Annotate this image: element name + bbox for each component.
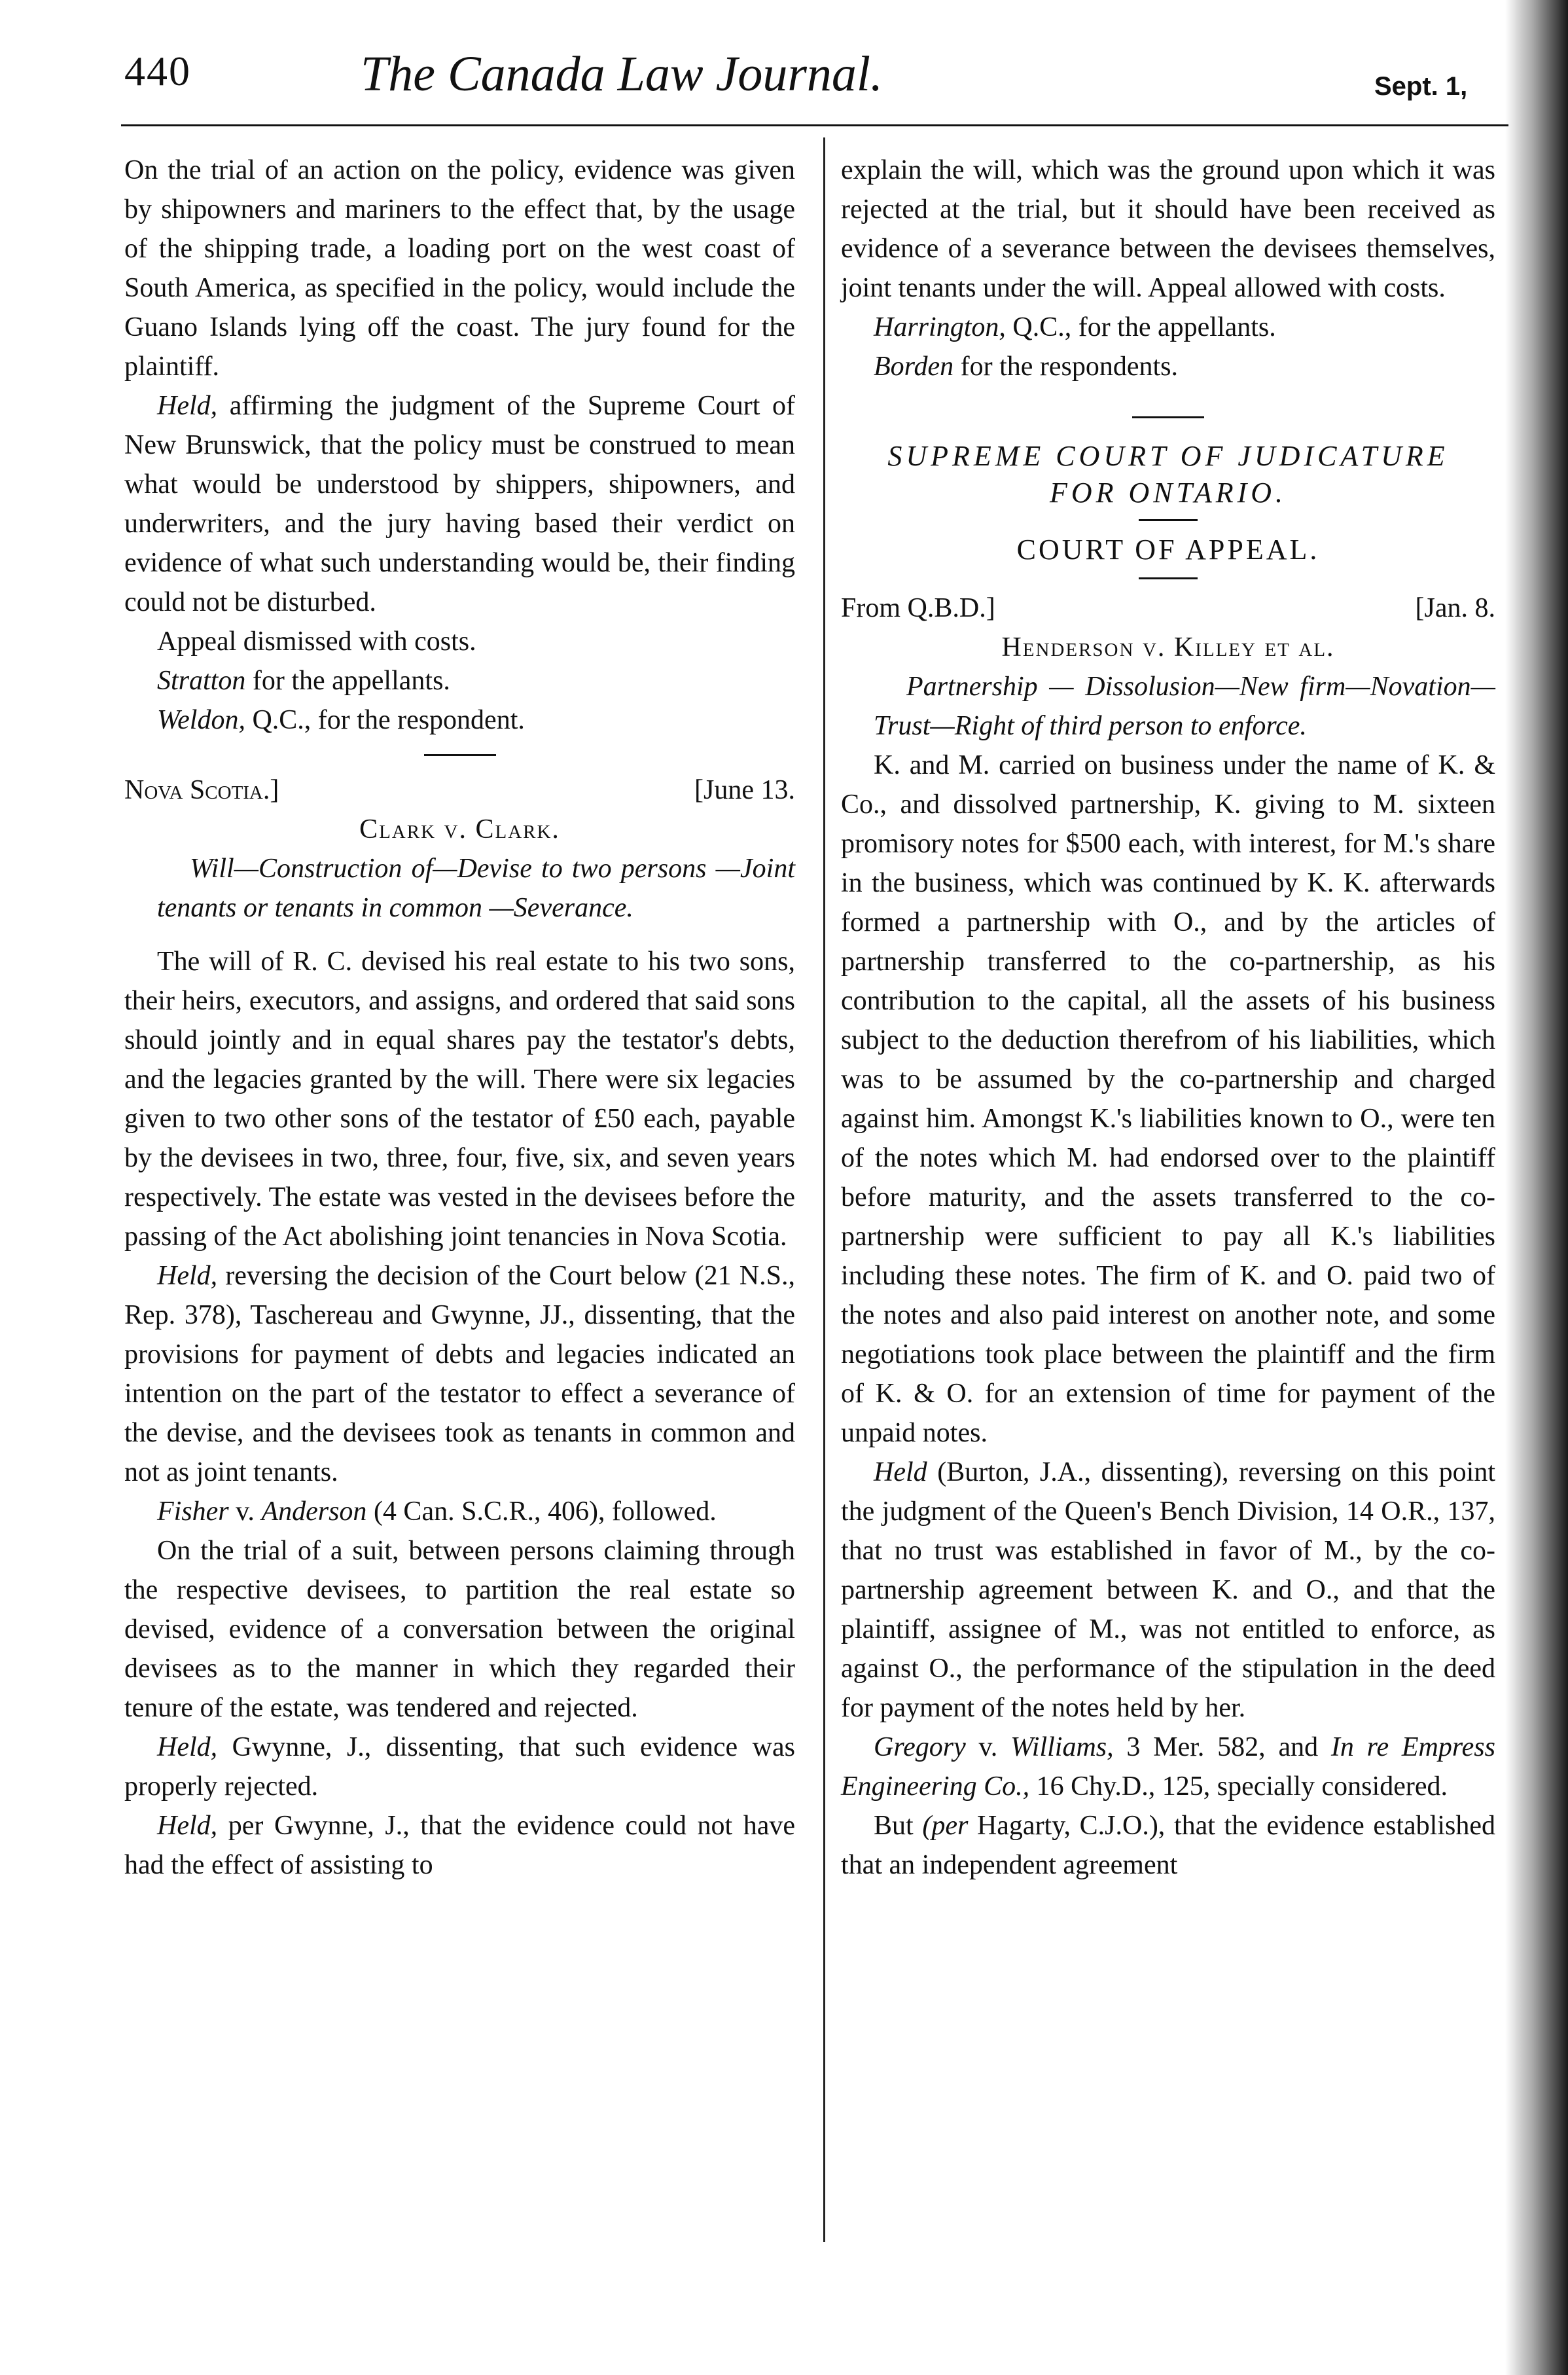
case-catchwords: Partnership — Dissolusion—New firm—Novation—Trust—Right of third person to enforce. xyxy=(874,672,1495,741)
case-from: From Q.B.D.] xyxy=(841,593,995,623)
section-rule xyxy=(1139,577,1198,579)
case-province: Nova Scotia.] xyxy=(124,775,279,805)
paragraph: On the trial of a suit, between persons claiming through the respective devisees, to partition the real estate so devised, evidence of a conversation between the original devisees as to the manner in which they regarded their tenure of the estate, was tendered and rejected. xyxy=(124,1536,795,1723)
counsel-line: Harrington, Q.C., for the appellants. xyxy=(874,312,1276,342)
paragraph: Appeal dismissed with costs. xyxy=(157,626,476,657)
paragraph: On the trial of an action on the policy, evidence was given by shipowners and mariners to the effect that, by the usage of the shipping trade, a loading port on the west coast of South America, as specified in the policy, would include the Guano Islands lying off the coast. The jury found for the plaintiff. xyxy=(124,155,795,382)
issue-date: Sept. 1, xyxy=(1374,72,1468,101)
case-title: Henderson v. Killey et al. xyxy=(1001,632,1335,662)
paragraph: Gregory v. Williams, 3 Mer. 582, and In re Empress Engineering Co., 16 Chy.D., 125, specially considered. xyxy=(841,1732,1495,1802)
scan-edge-shadow xyxy=(1505,0,1568,2375)
counsel-line: Stratton for the appellants. xyxy=(157,666,450,696)
section-rule xyxy=(1139,519,1198,521)
paragraph: Held, per Gwynne, J., that the evidence could not have had the effect of assisting to xyxy=(124,1811,795,1880)
paragraph: Held, affirming the judgment of the Supreme Court of New Brunswick, that the policy must be construed to mean what would be understood by shippers, shipowners, and underwriters, and the jury having based their verdict on evidence of what such understanding would be, their finding could not be disturbed. xyxy=(124,391,795,617)
court-heading: SUPREME COURT OF JUDICATURE xyxy=(887,440,1449,472)
paragraph: Fisher v. Anderson (4 Can. S.C.R., 406), followed. xyxy=(157,1496,717,1527)
page-number: 440 xyxy=(124,48,191,94)
paragraph: explain the will, which was the ground upon which it was rejected at the trial, but it should have been received as evidence of a severance between the devisees themselves, joint tenants under the will. Appeal allowed with costs. xyxy=(841,155,1495,303)
header-rule xyxy=(121,124,1508,126)
court-of-appeal-heading: COURT OF APPEAL. xyxy=(1016,534,1320,566)
section-rule xyxy=(424,754,496,756)
paragraph: The will of R. C. devised his real estate to his two sons, their heirs, executors, and assigns, and ordered that said sons should jointly and in equal shares pay the testator's debts, and the legacies granted by the will. There were six legacies given to two other sons of the testator of £50 each, payable by the devisees in two, three, four, five, six, and seven years respectively. The estate was vested in the devisees before the passing of the Act abolishing joint tenancies in Nova Scotia. xyxy=(124,947,795,1252)
journal-title: The Canada Law Journal. xyxy=(360,46,883,101)
held-label: Held, xyxy=(157,391,218,421)
paragraph: But (per Hagarty, C.J.O.), that the evidence established that an independent agreement xyxy=(841,1811,1495,1880)
right-column xyxy=(841,151,1495,1885)
paragraph: K. and M. carried on business under the name of K. & Co., and dissolved partnership, K. giving to M. sixteen promisory notes for $500 each, with interest, for M.'s share in the business, which was continued by K. K. afterwards formed a partnership with O., and by the articles of partnership transferred to the co-partnership, as his contribution to the capital, all the assets of his business subject to the deduction therefrom of his liabilities, which was to be assumed by the co-partnership and charged against him. Amongst K.'s liabilities known to O., were ten of the notes which M. had endorsed over to the plaintiff before maturity, and the assets transferred to the co-partnership were sufficient to pay all K.'s liabilities including these notes. The firm of K. and O. paid two of the notes and also paid interest on another note, and some negotiations took place between the plaintiff and the firm of K. & O. for an extension of time for payment of the unpaid notes. xyxy=(841,750,1495,1448)
court-subheading: FOR ONTARIO. xyxy=(1049,477,1287,509)
column-divider xyxy=(823,137,825,2242)
case-catchwords: Will—Construction of—Devise to two persons —Joint tenants or tenants in common —Severance. xyxy=(157,854,795,923)
paragraph: Held, Gwynne, J., dissenting, that such evidence was properly rejected. xyxy=(124,1732,795,1802)
paragraph: Held, reversing the decision of the Court below (21 N.S., Rep. 378), Taschereau and Gwynne, JJ., dissenting, that the provisions for payment of debts and legacies indicated an intention on the part of the testator to effect a severance of the devise, and the devisees took as tenants in common and not as joint tenants. xyxy=(124,1261,795,1487)
left-column xyxy=(124,151,795,1885)
case-date: [June 13. xyxy=(694,775,795,805)
paragraph: Held (Burton, J.A., dissenting), reversing on this point the judgment of the Queen's Bench Division, 14 O.R., 137, that no trust was established in favor of M., by the co-partnership agreement between K. and O., and that the plaintiff, assignee of M., was not entitled to enforce, as against O., the performance of the stipulation in the deed for payment of the notes held by her. xyxy=(841,1457,1495,1723)
section-rule xyxy=(1132,416,1204,418)
case-header xyxy=(841,589,1495,628)
counsel-line: Borden for the respondents. xyxy=(874,352,1179,382)
counsel-line: Weldon, Q.C., for the respondent. xyxy=(157,705,525,735)
case-title: Clark v. Clark. xyxy=(359,814,560,844)
case-header xyxy=(124,771,795,810)
case-date: [Jan. 8. xyxy=(1415,593,1495,623)
